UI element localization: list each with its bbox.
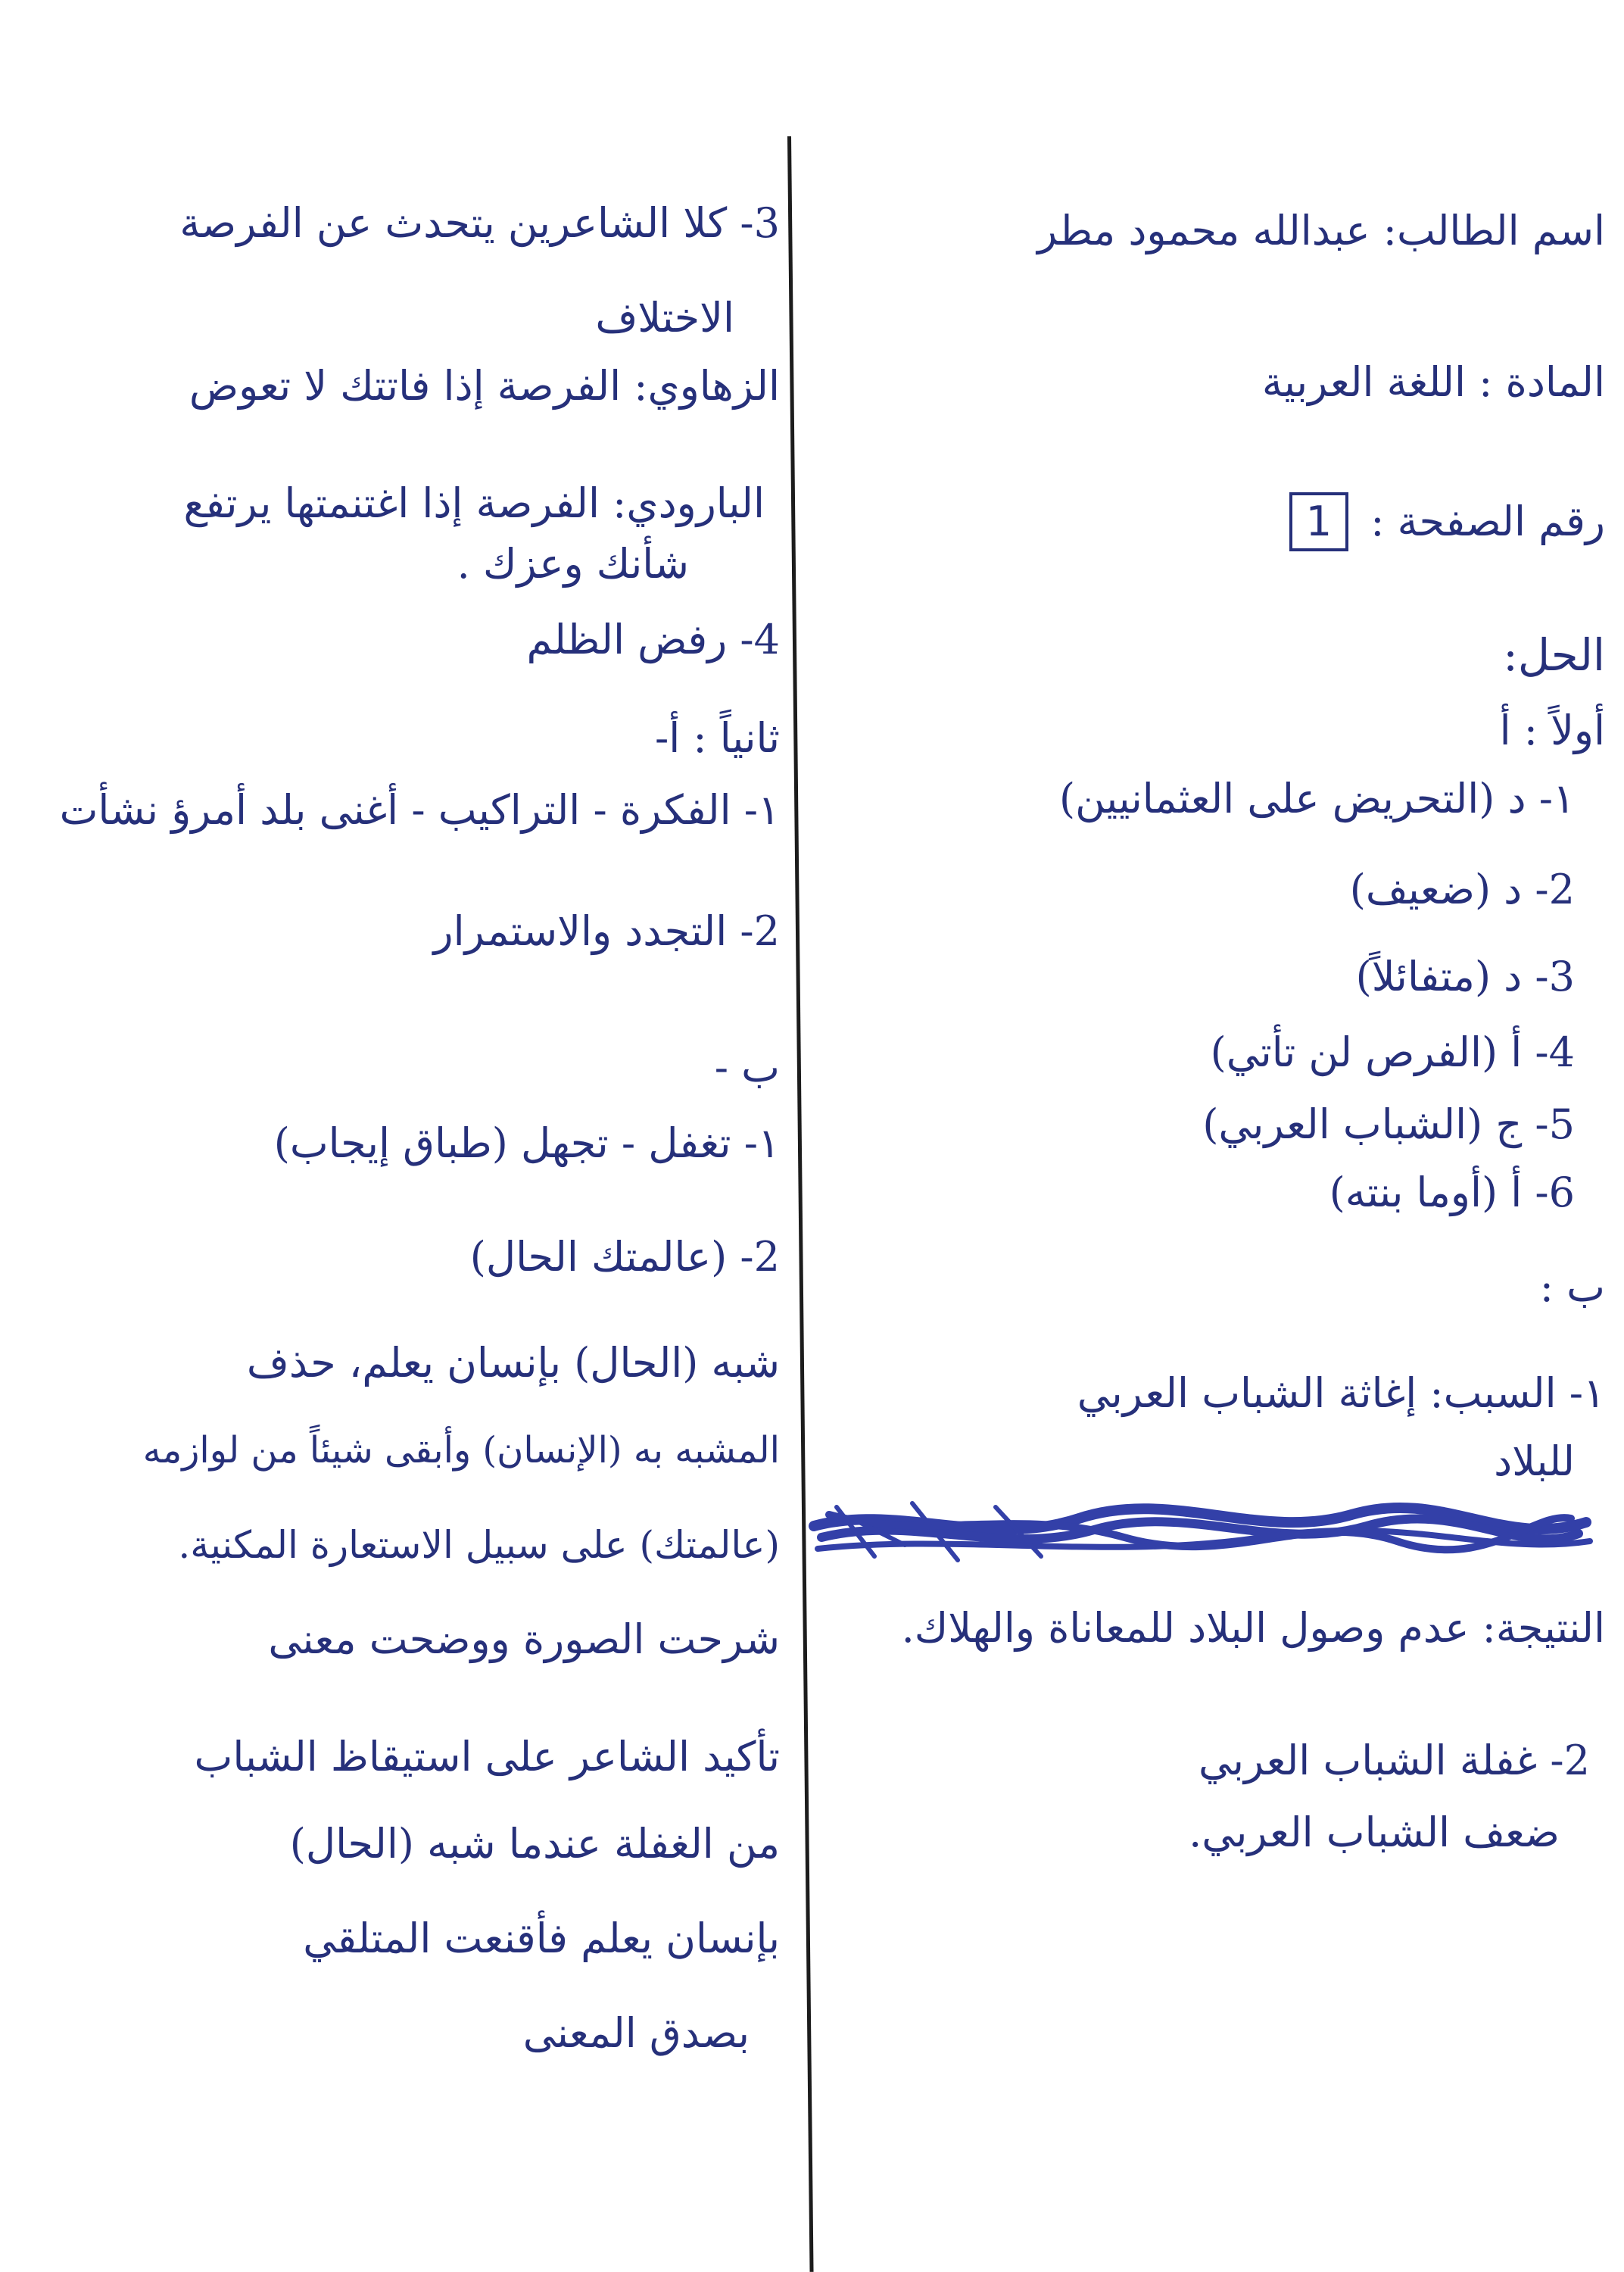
page-number-label: رقم الصفحة : [1370,498,1605,545]
answer-t10: بصدق المعنى [522,2009,750,2057]
solution-heading: الحل: [1503,629,1605,681]
answer-t8: من الغفلة عندما شبه (الحال) [289,1820,780,1868]
page-number-row [1289,492,1605,551]
section-b: ب : [1539,1263,1605,1311]
answer-q3-difference: الاختلاف [595,294,734,342]
answer-q4: 4- رفض الظلم [526,616,780,663]
answer-a4: 4- أ (الفرص لن تأتي) [1210,1028,1575,1076]
answer-b2-line1: 2- غفلة الشباب العربي [1198,1737,1590,1784]
answer-t9: بإنسان يعلم فأقنعت المتلقي [303,1915,780,1962]
answer-b2-line2: ضعف الشباب العربي. [1189,1809,1560,1856]
answer-b1-cause: ١- السبب: إغاثة الشباب العربي [1077,1369,1605,1417]
crossed-out-scribble [806,1496,1594,1564]
answer-a6: 6- أ (أوما بنته) [1329,1169,1575,1216]
answer-a2: 2- د (ضعيف) [1349,866,1575,913]
answer-barudi-continued: شأنك وعزك . [457,540,689,588]
answer-t3: شبه (الحال) بإنسان يعلم، حذف [246,1339,780,1387]
answer-a3: 3- د (متفائلاً) [1355,953,1575,1000]
section-second-a: ثانياً : أ- [654,714,780,762]
answer-s1: ١- الفكرة - التراكيب - أغنى بلد أمرؤ نشأت [59,786,780,834]
column-divider [787,136,814,2272]
subject: المادة : اللغة العربية [1261,358,1605,406]
answer-t6: شرحت الصورة ووضحت معنى [268,1615,780,1663]
section-second-b: ب - [714,1044,780,1091]
answer-a5: 5- ج (الشباب العربي) [1202,1100,1575,1148]
answer-b1-result: النتيجة: عدم وصول البلاد للمعاناة والهلاك. [901,1604,1605,1652]
answer-b1-cause-continued: للبلاد [1494,1437,1575,1485]
section-first-a: أولاً : أ [1499,707,1605,754]
page-number-box: 1 [1289,492,1348,551]
student-name: اسم الطالب: عبدالله محمود مطر [1037,207,1605,254]
answer-zahawi: الزهاوي: الفرصة إذا فاتتك لا تعوض [189,362,780,410]
answer-t1: ١- تغفل - تجهل (طباق إيجاب) [273,1119,780,1167]
answer-t5: (عالمتك) على سبيل الاستعارة المكنية. [178,1523,780,1567]
answer-s2: 2- التجدد والاستمرار [433,907,780,955]
answer-barudi: البارودي: الفرصة إذا اغتنمتها يرتفع [183,479,765,527]
answer-q3: 3- كلا الشاعرين يتحدث عن الفرصة [179,199,780,247]
answer-t2: 2- (عالمتك الحال) [469,1233,780,1281]
answer-t7: تأكيد الشاعر على استيقاظ الشباب [194,1733,780,1780]
answer-a1: ١- د (التحريض على العثمانيين) [1059,775,1575,822]
answer-t4: المشبه به (الإنسان) وأبقى شيئاً من لوازمه [142,1429,780,1471]
